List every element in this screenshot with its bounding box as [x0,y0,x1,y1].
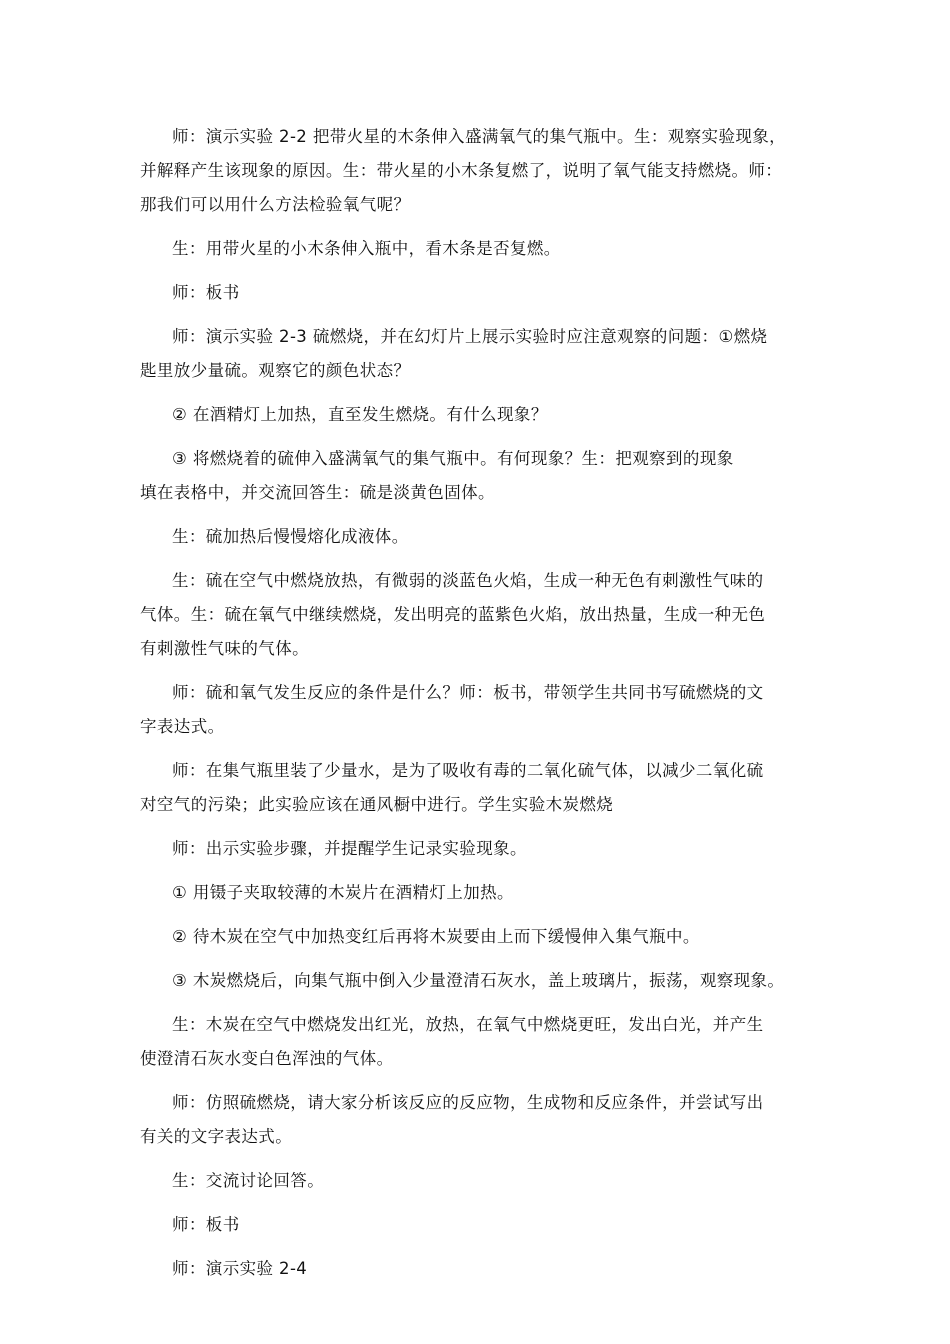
paragraph [140,832,830,866]
text-line: 并解释产生该现象的原因。生：带火星的小木条复燃了，说明了氧气能支持燃烧。师： [140,161,783,180]
text-line: 师：板书 [172,283,240,302]
text-line: 匙里放少量硫。观察它的颜色状态？ [140,361,411,380]
paragraph [140,442,830,510]
paragraph [140,1208,830,1242]
text-line: ③ 木炭燃烧后，向集气瓶中倒入少量澄清石灰水，盖上玻璃片，振荡，观察现象。 [172,971,785,990]
paragraph [140,1008,830,1076]
paragraph [140,920,830,954]
text-line: ③ 将燃烧着的硫伸入盛满氧气的集气瓶中。有何现象？生：把观察到的现象 [172,449,734,468]
paragraph [140,232,830,266]
text-line: 师：硫和氧气发生反应的条件是什么？师：板书，带领学生共同书写硫燃烧的文 [172,683,764,702]
paragraph [140,1164,830,1198]
paragraph [140,564,830,666]
text-line: 师：在集气瓶里装了少量水，是为了吸收有毒的二氧化硫气体，以减少二氧化硫 [172,761,764,780]
text-line: 生：交流讨论回答。 [172,1171,325,1190]
text-line: 有关的文字表达式。 [140,1127,293,1146]
text-line: 师：出示实验步骤，并提醒学生记录实验现象。 [172,839,527,858]
paragraph [140,676,830,744]
text-line: 气体。生：硫在氧气中继续燃烧，发出明亮的蓝紫色火焰，放出热量，生成一种无色 [140,605,766,624]
text-line: 师：演示实验 2-3 硫燃烧，并在幻灯片上展示实验时应注意观察的问题：①燃烧 [172,327,768,346]
text-line: 师：板书 [172,1215,240,1234]
text-line: 填在表格中，并交流回答生：硫是淡黄色固体。 [140,483,495,502]
text-line: 生：硫在空气中燃烧放热，有微弱的淡蓝色火焰，生成一种无色有刺激性气味的 [172,571,764,590]
text-line: 生：木炭在空气中燃烧发出红光，放热，在氧气中燃烧更旺，发出白光，并产生 [172,1015,764,1034]
text-line: 师：仿照硫燃烧，请大家分析该反应的反应物，生成物和反应条件，并尝试写出 [172,1093,764,1112]
text-line: 有刺激性气味的气体。 [140,639,309,658]
paragraph [140,876,830,910]
text-line: ① 用镊子夹取较薄的木炭片在酒精灯上加热。 [172,883,514,902]
text-line: ② 在酒精灯上加热，直至发生燃烧。有什么现象？ [172,405,548,424]
text-line: 生：硫加热后慢慢熔化成液体。 [172,527,409,546]
paragraph [140,276,830,310]
paragraph [140,1252,830,1286]
text-line: 字表达式。 [140,717,225,736]
paragraph [140,1086,830,1154]
text-line: 师：演示实验 2-4 [172,1259,308,1278]
paragraph [140,398,830,432]
text-line: 生：用带火星的小木条伸入瓶中，看木条是否复燃。 [172,239,561,258]
paragraph [140,520,830,554]
paragraph [140,320,830,388]
text-line: 师：演示实验 2-2 把带火星的木条伸入盛满氧气的集气瓶中。生：观察实验现象， [172,127,787,146]
text-line: 对空气的污染；此实验应该在通风橱中进行。学生实验木炭燃烧 [140,795,614,814]
paragraph [140,754,830,822]
paragraph [140,964,830,998]
text-line: 那我们可以用什么方法检验氧气呢？ [140,195,411,214]
paragraph [140,120,830,222]
text-line: 使澄清石灰水变白色浑浊的气体。 [140,1049,394,1068]
document-body [140,120,830,1296]
text-line: ② 待木炭在空气中加热变红后再将木炭要由上而下缓慢伸入集气瓶中。 [172,927,700,946]
